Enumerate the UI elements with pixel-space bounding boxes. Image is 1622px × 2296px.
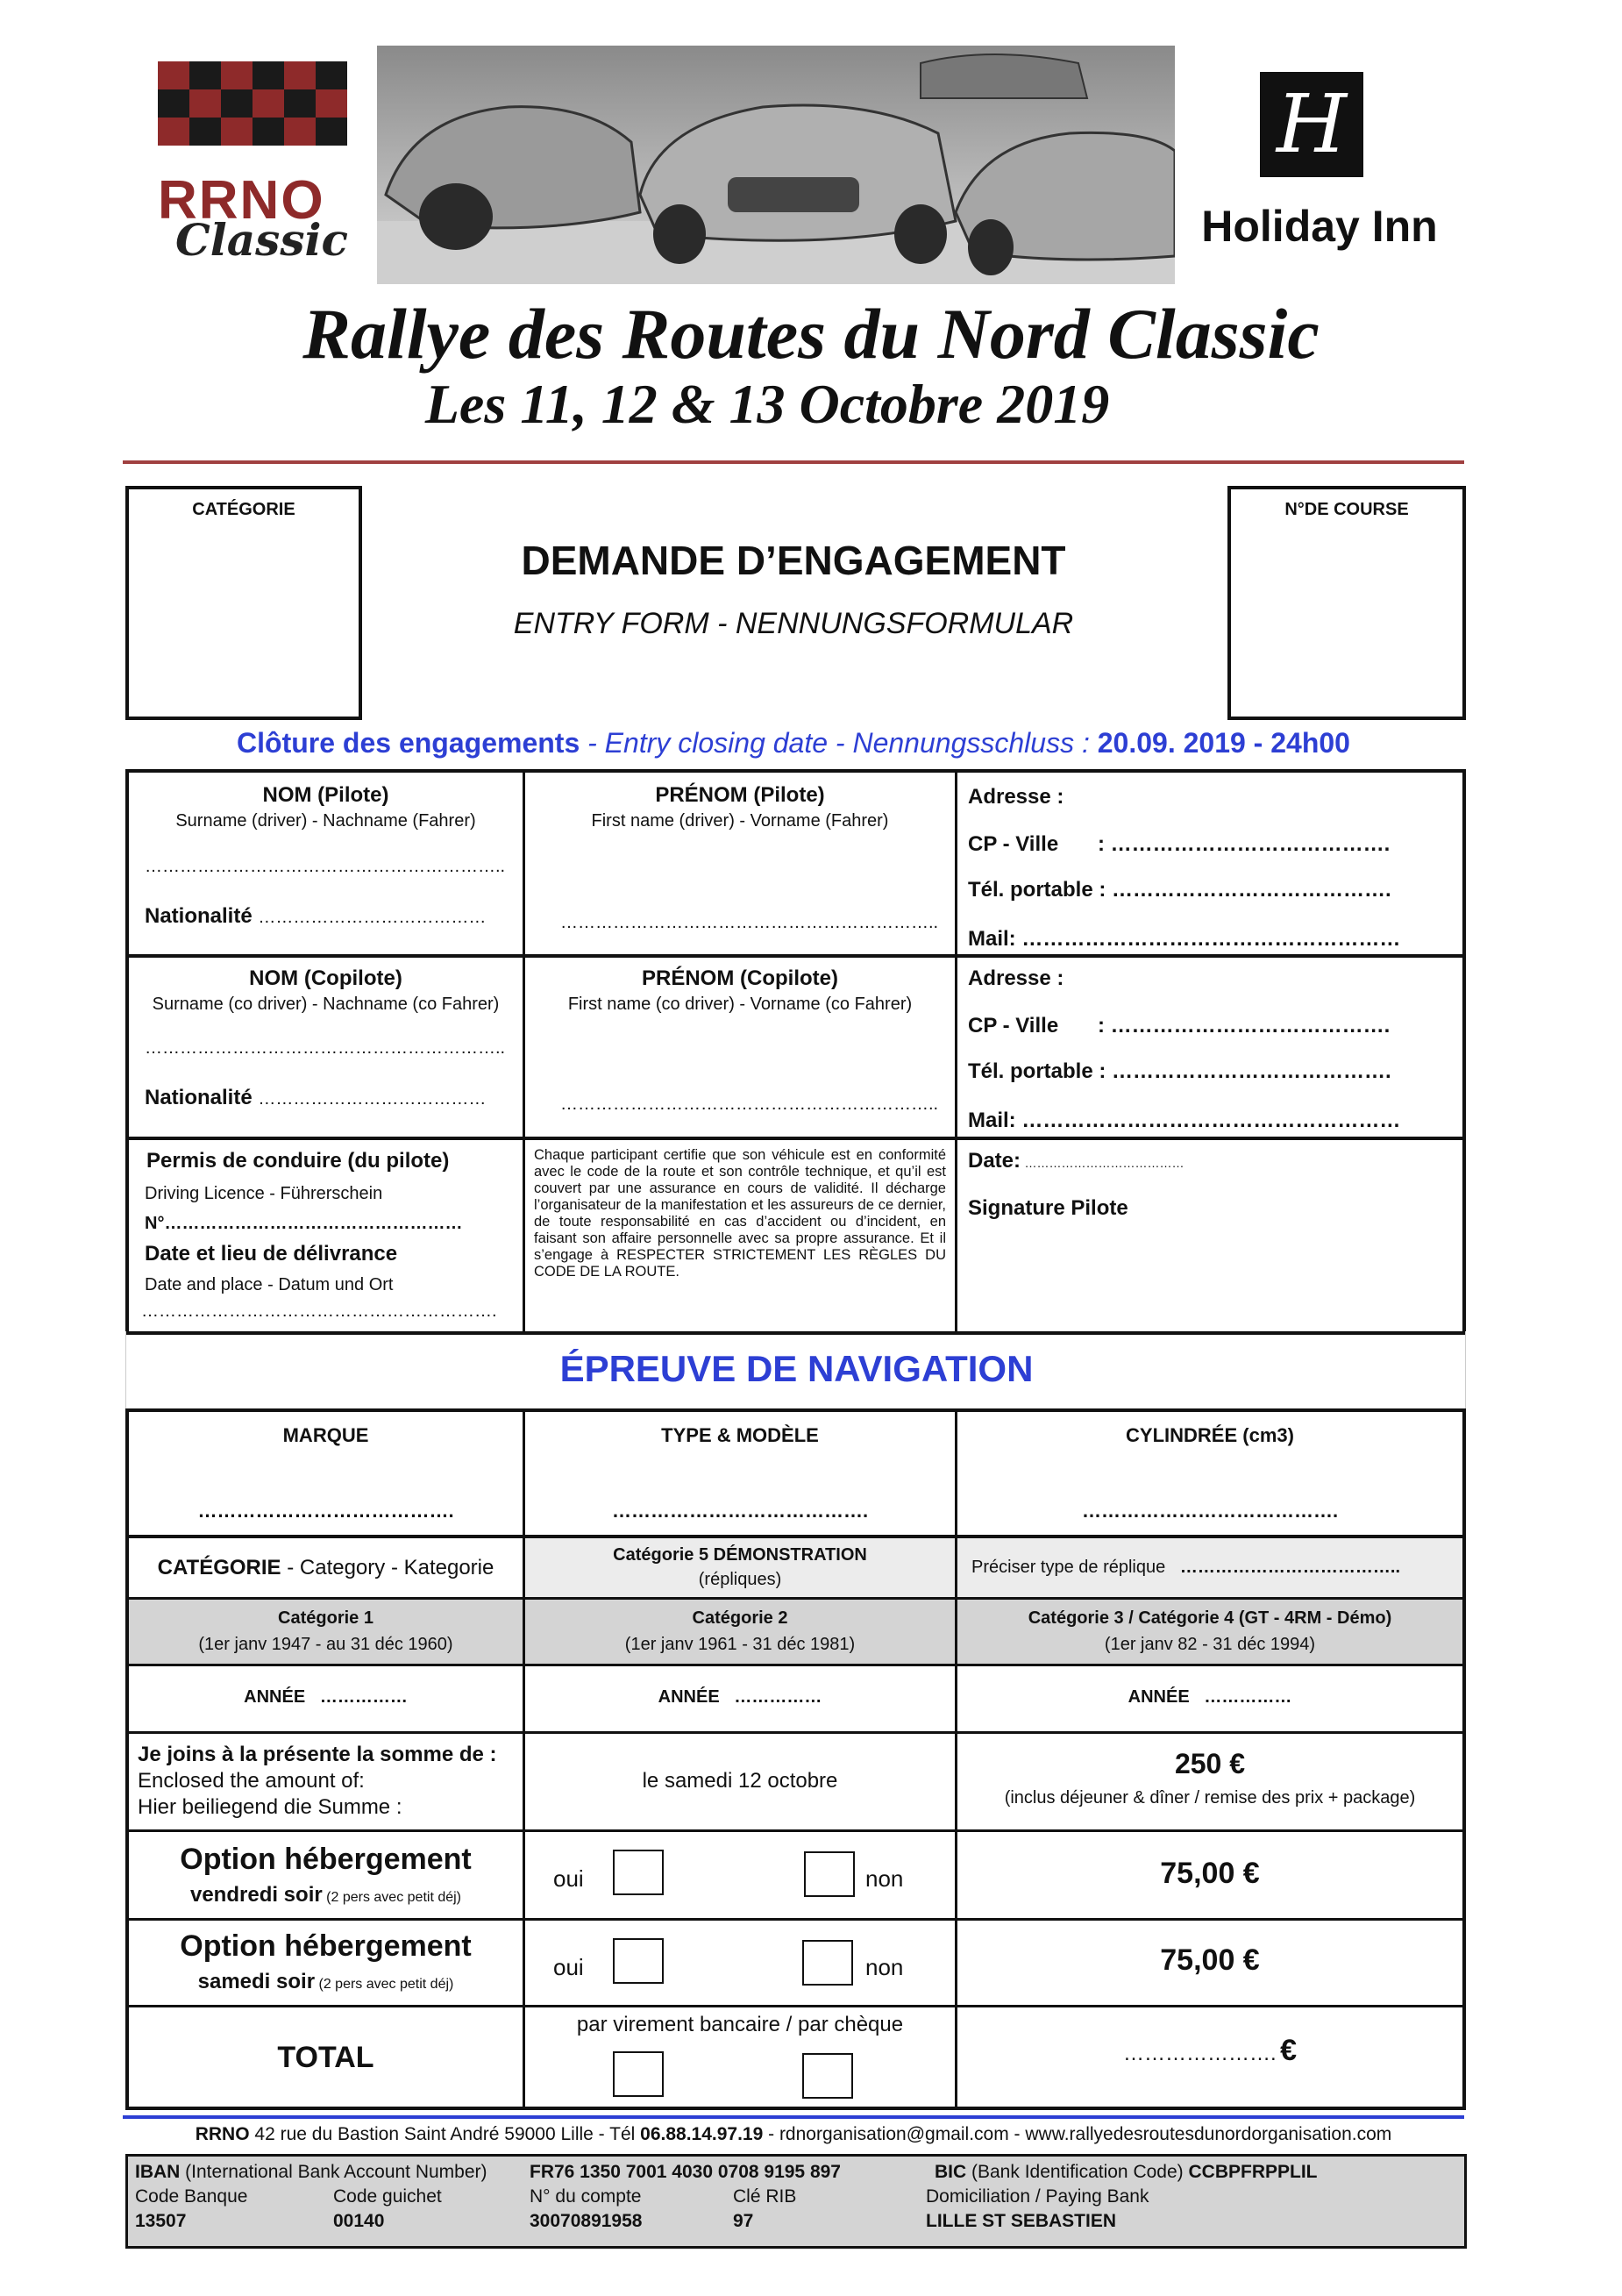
copilote-adresse-label: Adresse :	[968, 966, 1064, 990]
form-subtitle: ENTRY FORM - NENNUNGSFORMULAR	[513, 607, 1074, 640]
closing-date	[123, 724, 1464, 761]
replique-cell[interactable]	[957, 1538, 1462, 1597]
iban-line: IBAN (International Bank Account Number)	[135, 2162, 487, 2182]
permis-num: N°……………………………………………	[145, 1214, 463, 1233]
compte-value: 30070891958	[530, 2211, 643, 2231]
categorie-label-cell	[129, 1538, 523, 1597]
title-rule	[123, 460, 1464, 464]
marque-dots: ………………………………….	[197, 1500, 454, 1522]
annee-cell-2[interactable]	[525, 1666, 955, 1731]
type-dots: ………………………………….	[611, 1500, 869, 1522]
permis-date-title: Date et lieu de délivrance	[145, 1242, 398, 1266]
signature-cell[interactable]	[957, 1140, 1462, 1331]
copilote-nationalite[interactable]: Nationalité …………………………………	[145, 1086, 487, 1109]
copilote-adresse-cell[interactable]	[957, 958, 1462, 1137]
annee-cell-3[interactable]	[957, 1666, 1462, 1731]
bank-box	[125, 2154, 1467, 2249]
pilote-nom-dots: ……………………………………………………..	[145, 857, 506, 876]
pilote-prenom-dots: ………………………………………………………..	[560, 913, 939, 932]
cat5-label: Catégorie 5 DÉMONSTRATION	[613, 1545, 867, 1565]
navigation-band	[125, 1331, 1466, 1408]
legal-text: Chaque participant certifie que son véhicule est en conformité avec le code de la route et son contrôle technique, et qu’il est couvert par une assurance en cours de validité. Il décharge l’organisateur de la manifestation et les assureurs de ce dernier, de toute responsabilité en cas d’accident ou d’incident, en faisant son affaire personnelle avec sa propre assurance. Et il s’engage à RESPECTER STRICTEMENT LES RÈGLES DU CODE DE LA ROUTE.	[534, 1147, 946, 1280]
total-amount-cell[interactable]	[957, 2007, 1462, 2107]
cylindree-cell[interactable]	[957, 1412, 1462, 1535]
copilote-nom-dots: ……………………………………………………..	[145, 1038, 506, 1058]
code-banque-value: 13507	[135, 2211, 187, 2231]
joins-label: Je joins à la présente la somme de :	[138, 1743, 497, 1766]
hier-label: Hier beiliegend die Summe :	[138, 1795, 402, 1819]
total-label: TOTAL	[277, 2041, 374, 2074]
option-samedi-cell	[129, 1921, 523, 2005]
pilote-prenom-label: PRÉNOM (Pilote)	[655, 783, 825, 807]
pilote-prenom-sub: First name (driver) - Vorname (Fahrer)	[591, 811, 889, 831]
option-vendredi-day: vendredi soir (2 pers avec petit déj)	[189, 1883, 462, 1907]
cylindree-dots: ………………………………….	[1081, 1500, 1339, 1522]
copilote-prenom-dots: ………………………………………………………..	[560, 1095, 939, 1114]
event-title: Rallye des Routes du Nord Classic	[302, 294, 1320, 374]
oui-checkbox-2[interactable]	[613, 1938, 664, 1984]
closing-date-value: 20.09. 2019 - 24h00	[1097, 727, 1350, 759]
total-method-cell	[525, 2007, 955, 2107]
categorie-label: CATÉGORIE	[192, 500, 295, 519]
type-label: TYPE & MODÈLE	[661, 1424, 819, 1446]
permis-dots: …………………………………………………….	[141, 1301, 497, 1321]
pilote-prenom-cell[interactable]	[525, 773, 955, 954]
domiciliation-value: LILLE ST SEBASTIEN	[926, 2211, 1117, 2231]
annee-3: ANNÉE ……………	[1128, 1687, 1292, 1707]
navigation-title: ÉPREUVE DE NAVIGATION	[559, 1348, 1034, 1389]
option-vendredi-choice	[525, 1832, 955, 1918]
pilote-nom-sub: Surname (driver) - Nachname (Fahrer)	[175, 811, 476, 831]
code-banque-label: Code Banque	[135, 2186, 248, 2207]
oui-checkbox-1[interactable]	[613, 1850, 664, 1895]
option-vendredi-cell	[129, 1832, 523, 1918]
entry-table	[125, 769, 1466, 1335]
copilote-prenom-cell[interactable]	[525, 958, 955, 1137]
marque-label: MARQUE	[282, 1424, 369, 1446]
amount-sub: (inclus déjeuner & dîner / remise des prix + package)	[1004, 1788, 1416, 1808]
permis-date-sub: Date and place - Datum und Ort	[145, 1275, 394, 1294]
option-samedi-price-cell	[957, 1921, 1462, 2005]
payment-label-cell	[129, 1734, 523, 1829]
pilote-adresse-cell[interactable]	[957, 773, 1462, 954]
holiday-inn-logo	[1188, 72, 1451, 265]
pilote-cp-dots: : ………………………………….	[1098, 832, 1391, 856]
enclosed-label: Enclosed the amount of:	[138, 1769, 365, 1793]
permis-cell[interactable]	[129, 1140, 523, 1331]
virement-label: par virement bancaire / par chèque	[576, 2013, 904, 2036]
logo-rrno-text: RRNO	[158, 170, 325, 231]
type-cell[interactable]	[525, 1412, 955, 1535]
cheque-checkbox[interactable]	[802, 2053, 853, 2099]
copilote-tel: Tél. portable : ………………………………….	[968, 1059, 1391, 1083]
option-vendredi-price-cell	[957, 1832, 1462, 1918]
legal-cell	[525, 1140, 955, 1331]
permis-title: Permis de conduire (du pilote)	[146, 1149, 450, 1173]
annee-1: ANNÉE ……………	[244, 1687, 408, 1707]
iban-value: FR76 1350 7001 4030 0708 9195 897	[530, 2162, 841, 2182]
samedi-label: le samedi 12 octobre	[642, 1769, 838, 1793]
domiciliation-label: Domiciliation / Paying Bank	[926, 2186, 1149, 2207]
cylindree-label: CYLINDRÉE (cm3)	[1126, 1424, 1294, 1446]
event-dates: Les 11, 12 & 13 Octobre 2019	[424, 373, 1110, 435]
signature-label: Signature Pilote	[968, 1196, 1128, 1220]
pilote-tel: Tél. portable : ………………………………….	[968, 878, 1391, 902]
code-guichet-label: Code guichet	[333, 2186, 442, 2207]
total-amount: …………………. €	[1122, 2034, 1298, 2067]
holiday-inn-text: Holiday Inn	[1201, 202, 1438, 251]
option-samedi-day: samedi soir (2 pers avec petit déj)	[197, 1970, 454, 1993]
pilote-nom-cell[interactable]	[129, 773, 523, 954]
checkered-flag-icon	[158, 61, 359, 175]
code-guichet-value: 00140	[333, 2211, 385, 2231]
option-samedi-choice	[525, 1921, 955, 2005]
option-vendredi-price: 75,00 €	[1160, 1857, 1260, 1890]
annee-2: ANNÉE ……………	[658, 1687, 822, 1707]
closing-translations: - Entry closing date - Nennungsschluss :	[580, 727, 1098, 759]
header-photo	[377, 46, 1175, 284]
replique-text: Préciser type de réplique ………………………………..	[971, 1558, 1401, 1577]
sign-date: Date: …………………………………	[968, 1149, 1184, 1173]
num-course-label: N°DE COURSE	[1284, 500, 1409, 519]
pilote-cp-label: CP - Ville	[968, 832, 1059, 856]
cat2-sub: (1er janv 1961 - 31 déc 1981)	[624, 1635, 856, 1654]
pilote-nom-label: NOM (Pilote)	[262, 783, 389, 807]
marque-cell[interactable]	[129, 1412, 523, 1535]
option-samedi-price: 75,00 €	[1160, 1943, 1260, 1977]
virement-checkbox[interactable]	[613, 2051, 664, 2097]
oui-label-2: oui	[553, 1954, 584, 1980]
hotel-h-icon: H	[1260, 72, 1363, 177]
logo-classic-text: Classic	[175, 214, 348, 266]
vintage-cars-photo	[377, 46, 1175, 284]
footer-org: RRNO 42 rue du Bastion Saint André 59000 Lille - Tél 06.88.14.97.19 - rdnorganisation@gmail.com - www.rallyedesroutesdunordorganisation.com	[195, 2124, 1392, 2144]
rib-label: Clé RIB	[733, 2186, 797, 2207]
permis-sub: Driving Licence - Führerschein	[145, 1184, 383, 1203]
option-samedi-title: Option hébergement	[180, 1929, 472, 1963]
cat2-cell[interactable]	[525, 1600, 955, 1664]
copilote-cp-dots: : ………………………………….	[1098, 1014, 1391, 1037]
copilote-nom-sub: Surname (co driver) - Nachname (co Fahrer)	[152, 995, 500, 1014]
annee-cell-1[interactable]	[129, 1666, 523, 1731]
cat5-sub: (répliques)	[698, 1570, 782, 1589]
rib-value: 97	[733, 2211, 754, 2231]
rrno-logo	[158, 61, 359, 267]
samedi-cell	[525, 1734, 955, 1829]
cat1-label: Catégorie 1	[278, 1608, 373, 1628]
categorie-box[interactable]	[125, 486, 362, 720]
copilote-prenom-sub: First name (co driver) - Vorname (co Fahrer)	[567, 995, 913, 1014]
pilote-mail: Mail: ………………………………………………	[968, 927, 1401, 951]
vehicle-table	[125, 1408, 1466, 2110]
compte-label: N° du compte	[530, 2186, 642, 2207]
cat2-label: Catégorie 2	[692, 1608, 788, 1628]
total-label-cell	[129, 2007, 523, 2107]
cat1-cell[interactable]	[129, 1600, 523, 1664]
non-checkbox-2[interactable]	[802, 1940, 853, 1986]
non-label-2: non	[865, 1954, 904, 1980]
option-vendredi-title: Option hébergement	[180, 1843, 472, 1876]
cat3-label: Catégorie 3 / Catégorie 4 (GT - 4RM - Démo)	[1028, 1608, 1392, 1628]
closing-label: Clôture des engagements	[237, 727, 580, 759]
cat5-cell[interactable]	[525, 1538, 955, 1597]
oui-label-1: oui	[553, 1865, 584, 1892]
copilote-prenom-label: PRÉNOM (Copilote)	[642, 966, 838, 990]
cat3-sub: (1er janv 82 - 31 déc 1994)	[1104, 1635, 1316, 1654]
num-course-box[interactable]	[1227, 486, 1466, 720]
pilote-adresse-label: Adresse :	[968, 785, 1064, 809]
non-label-1: non	[865, 1865, 904, 1892]
copilote-cp-label: CP - Ville	[968, 1014, 1059, 1037]
category-label: CATÉGORIE - Category - Kategorie	[157, 1556, 494, 1579]
bic-line: BIC (Bank Identification Code) CCBPFRPPLIL	[935, 2162, 1318, 2182]
form-title: DEMANDE D’ENGAGEMENT	[521, 538, 1066, 583]
copilote-mail: Mail: ………………………………………………	[968, 1109, 1401, 1132]
footer-rule	[123, 2115, 1464, 2119]
copilote-nom-label: NOM (Copilote)	[249, 966, 402, 990]
pilote-nationalite[interactable]: Nationalité …………………………………	[145, 904, 487, 928]
amount-value: 250 €	[1174, 1748, 1246, 1779]
cat1-sub: (1er janv 1947 - au 31 déc 1960)	[198, 1635, 453, 1654]
cat3-cell[interactable]	[957, 1600, 1462, 1664]
copilote-nom-cell[interactable]	[129, 958, 523, 1137]
non-checkbox-1[interactable]	[804, 1851, 855, 1897]
amount-cell	[957, 1734, 1462, 1829]
